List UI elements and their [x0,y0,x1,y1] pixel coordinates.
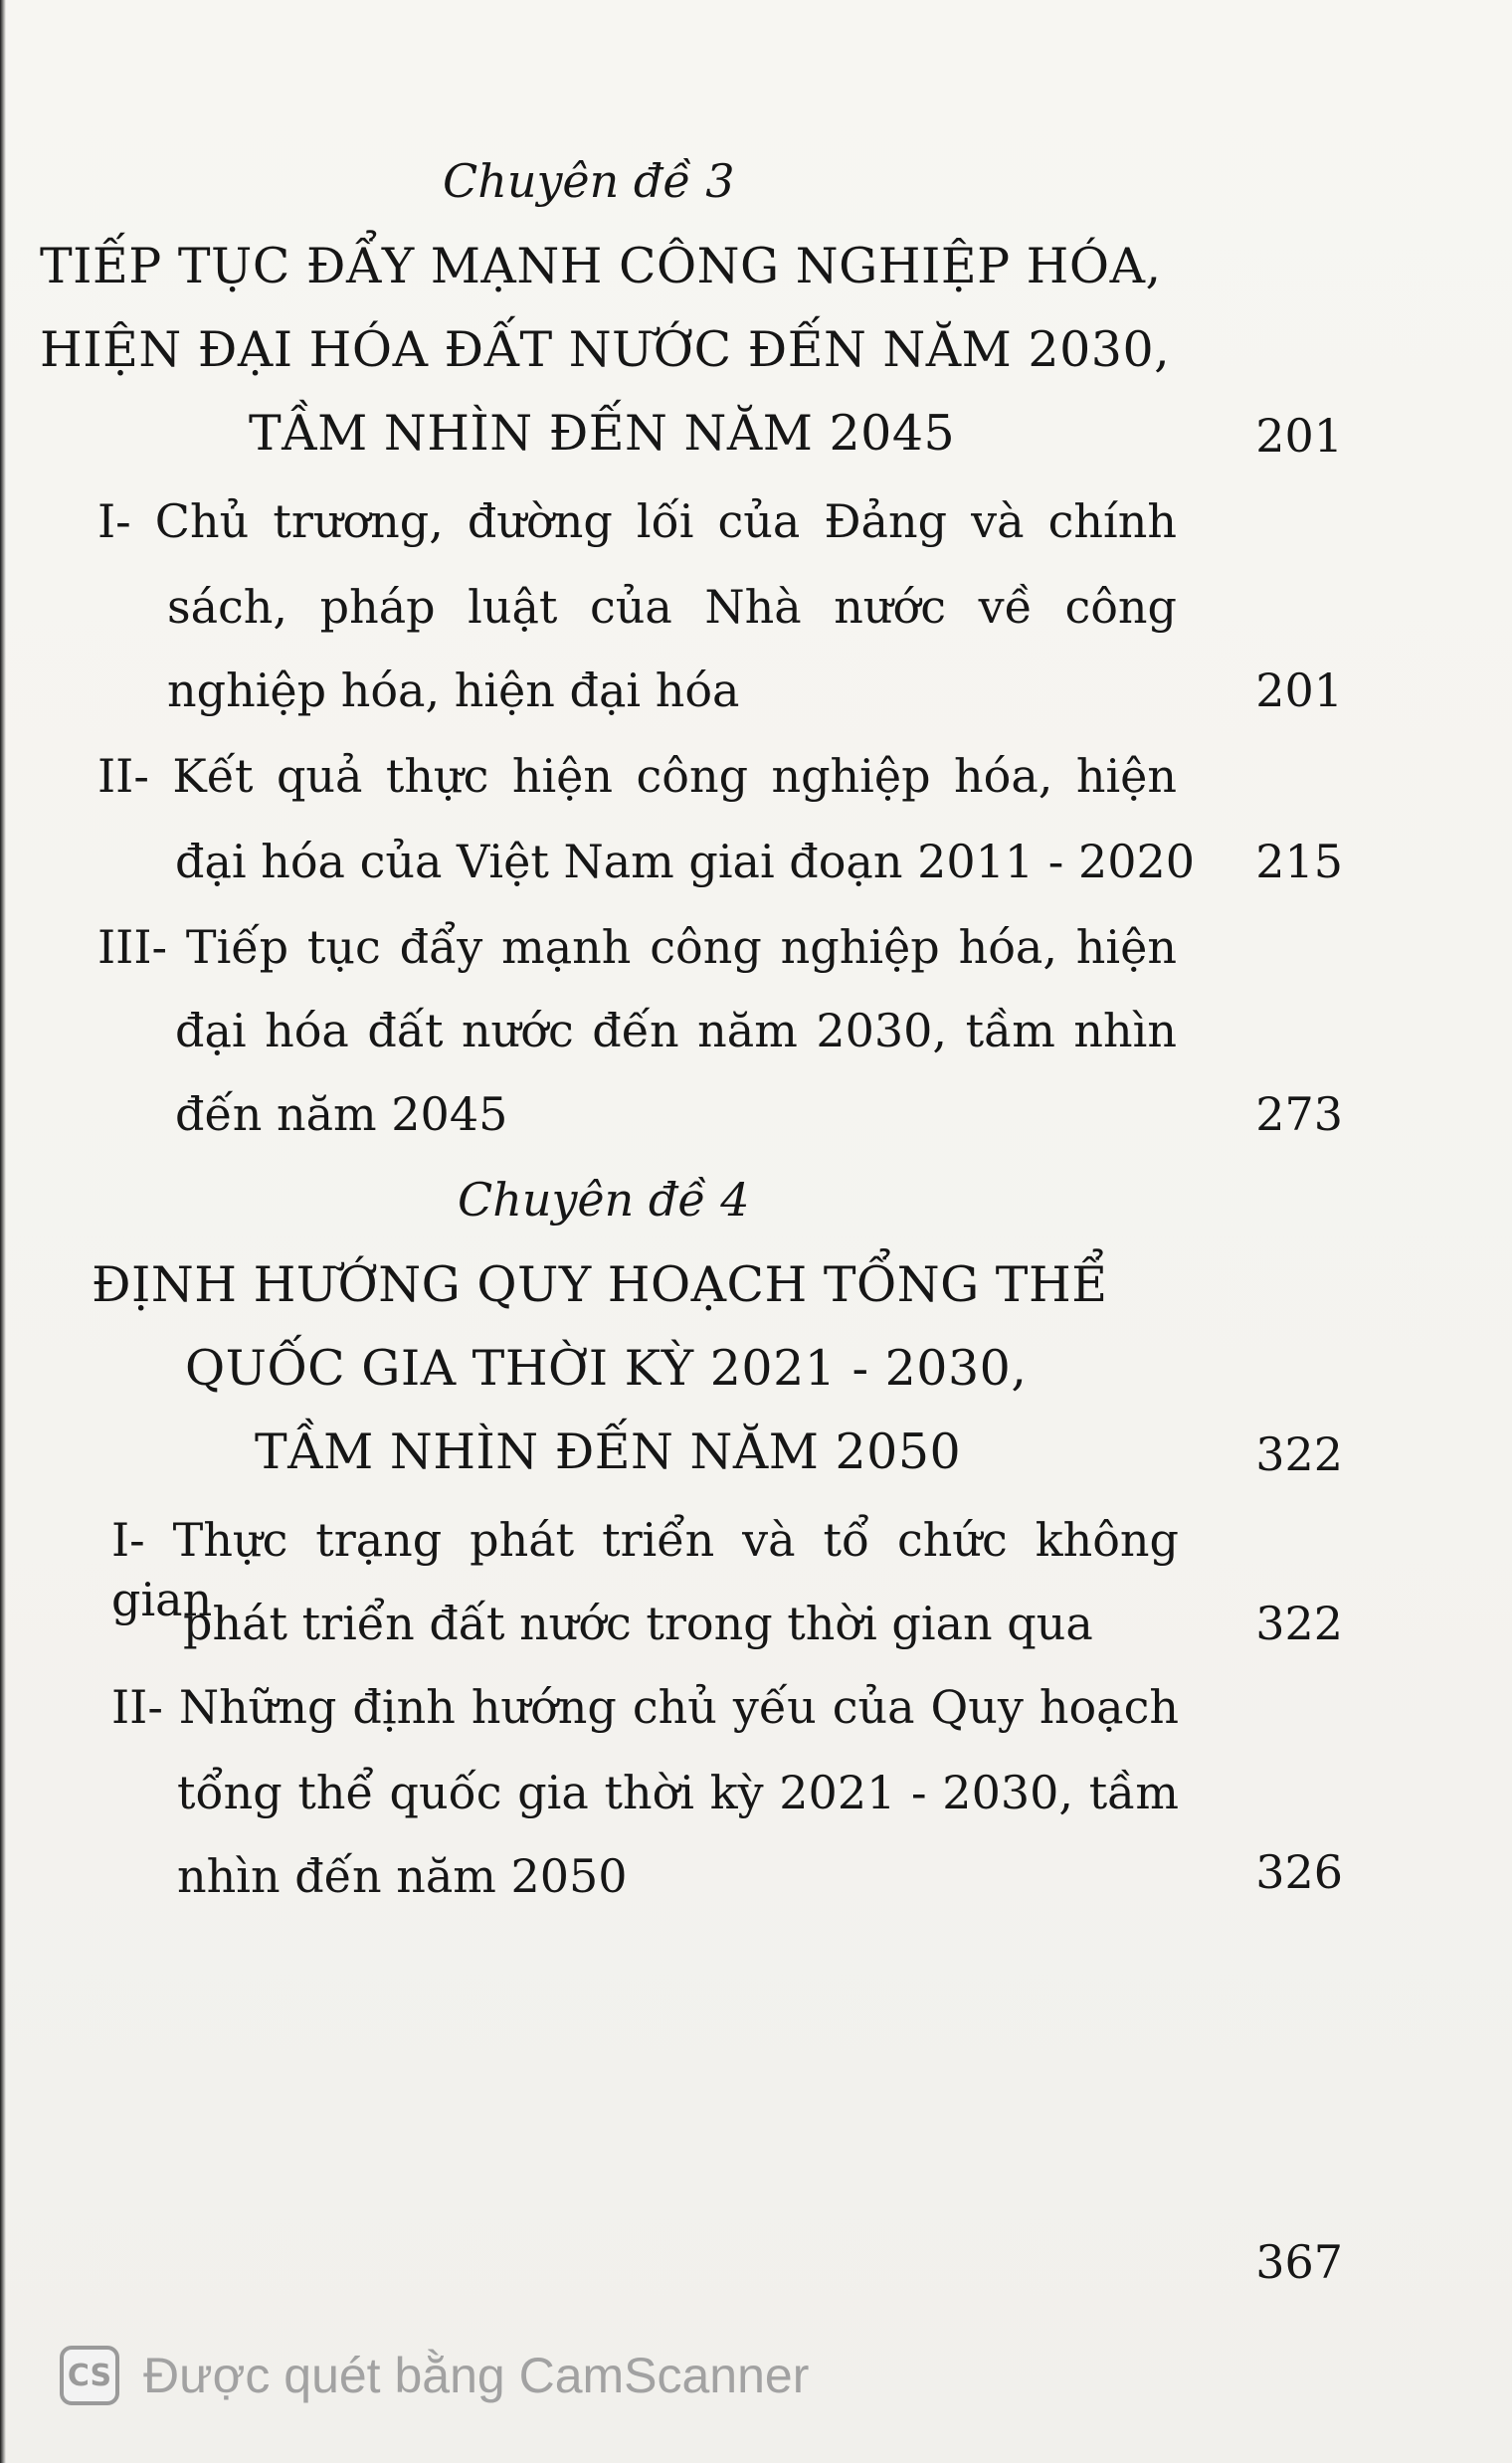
chapter3-title-line-1: TIẾP TỤC ĐẨY MẠNH CÔNG NGHIỆP HÓA, [40,238,1162,294]
camscanner-watermark [60,2338,809,2413]
c3-s3-line-3: đến năm 2045 [175,1087,508,1141]
c3-s3-line-1: III- Tiếp tục đẩy mạnh công nghiệp hóa, hiện [97,920,1177,974]
chapter3-title-line-3: TẦM NHÌN ĐẾN NĂM 2045 [249,405,956,462]
c3-s2-line-2: đại hóa của Việt Nam giai đoạn 2011 - 2020 [175,835,1196,888]
chapter4-label: Chuyên đề 4 [458,1173,750,1227]
camscanner-watermark-text: Được quét bằng CamScanner [143,2348,810,2403]
c3-s1-line-3: nghiệp hóa, hiện đại hóa [167,663,740,717]
c4-s1-line-1: I- Thực trạng phát triển và tổ chức không gian [111,1513,1179,1626]
c3-s3-page: 273 [1255,1087,1343,1141]
c3-s2-line-1: II- Kết quả thực hiện công nghiệp hóa, hiện [97,749,1177,803]
page-edge-shadow [0,0,6,2463]
chapter3-label: Chuyên đề 3 [443,154,735,208]
c4-s2-page: 326 [1255,1845,1343,1899]
chapter3-title-line-2: HIỆN ĐẠI HÓA ĐẤT NƯỚC ĐẾN NĂM 2030, [40,321,1171,378]
chapter4-page-number: 322 [1255,1427,1343,1481]
footer-page-number: 367 [1255,2235,1343,2289]
c3-s2-page: 215 [1255,835,1343,888]
chapter4-title-line-2: QUỐC GIA THỜI KỲ 2021 - 2030, [185,1340,1028,1397]
c4-s2-line-2: tổng thể quốc gia thời kỳ 2021 - 2030, tầm [177,1766,1179,1819]
chapter4-title-line-3: TẦM NHÌN ĐẾN NĂM 2050 [255,1423,962,1480]
chapter4-title-line-1: ĐỊNH HƯỚNG QUY HOẠCH TỔNG THỂ [92,1256,1108,1313]
c3-s3-line-2: đại hóa đất nước đến năm 2030, tầm nhìn [175,1004,1177,1057]
camscanner-logo-icon: CS [60,2346,119,2405]
c3-s1-line-2: sách, pháp luật của Nhà nước về công [167,580,1177,634]
c3-s1-page: 201 [1255,663,1343,717]
c3-s1-line-1: I- Chủ trương, đường lối của Đảng và chính [97,494,1177,548]
c4-s1-line-2: phát triển đất nước trong thời gian qua [183,1597,1093,1650]
chapter3-page-number: 201 [1255,409,1343,463]
c4-s2-line-3: nhìn đến năm 2050 [177,1849,628,1903]
c4-s1-page: 322 [1255,1597,1343,1650]
c4-s2-line-1: II- Những định hướng chủ yếu của Quy hoạch [111,1680,1179,1734]
